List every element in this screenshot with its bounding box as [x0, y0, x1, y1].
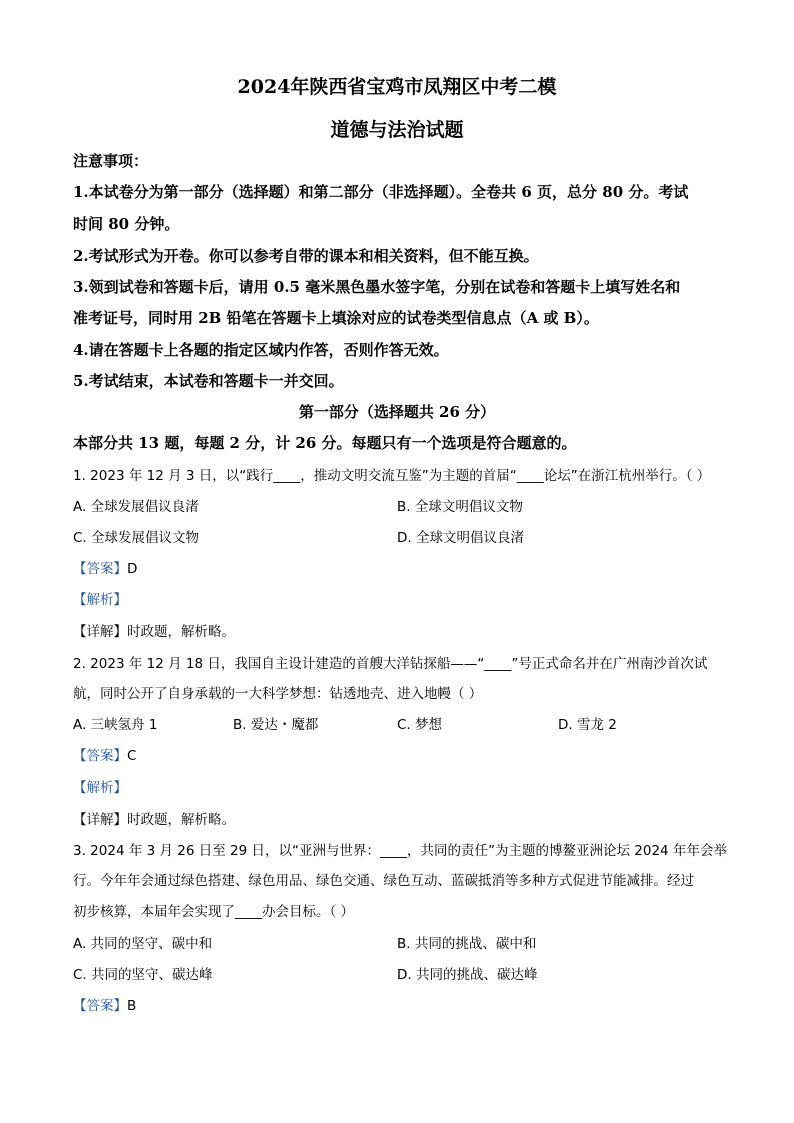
detail-label: 【详解】 — [73, 624, 127, 640]
question-1-detail — [73, 620, 235, 640]
question-2-analysis — [73, 776, 127, 796]
question-2-option-c: C. 梦想 — [397, 717, 443, 733]
question-1-option-a: A. 全球发展倡议良渚 — [73, 499, 199, 515]
question-1-answer — [73, 557, 137, 577]
answer-value: C — [127, 748, 137, 764]
question-1-analysis — [73, 588, 127, 608]
question-2-answer — [73, 744, 136, 764]
analysis-label: 【解析】 — [73, 592, 127, 608]
notes-line: 1.本试卷分为第一部分（选择题）和第二部分（非选择题）。全卷共 6 页，总分 80 分。考试 — [73, 183, 689, 201]
detail-text: 时政题，解析略。 — [127, 812, 235, 828]
notes-line: 时间 80 分钟。 — [73, 215, 180, 233]
question-2-option-b: B. 爱达・魔都 — [233, 717, 319, 733]
question-3-option-b: B. 共同的挑战、碳中和 — [397, 936, 537, 952]
detail-text: 时政题，解析略。 — [127, 624, 235, 640]
analysis-label: 【解析】 — [73, 780, 127, 796]
answer-value: D — [127, 561, 138, 577]
question-3-stem-line: 3. 2024 年 3 月 26 日至 29 日，以“亚洲与世界：____，共同的责任”为主题的博鳌亚洲论坛 2024 年年会举 — [73, 843, 727, 859]
notes-heading: 注意事项： — [73, 152, 149, 170]
answer-label: 【答案】 — [73, 561, 127, 577]
question-3-option-a: A. 共同的坚守、碳中和 — [73, 936, 213, 952]
question-3-answer — [73, 994, 136, 1014]
answer-value: B — [127, 998, 137, 1014]
question-1-option-b: B. 全球文明倡议文物 — [397, 499, 523, 515]
answer-label: 【答案】 — [73, 748, 127, 764]
question-3-option-c: C. 共同的坚守、碳达峰 — [73, 967, 213, 983]
question-1-option-d: D. 全球文明倡议良渚 — [397, 530, 524, 546]
question-2-option-a: A. 三峡氢舟 1 — [73, 717, 158, 733]
question-2-stem-line: 航，同时公开了自身承载的一大科学梦想：钻透地壳、进入地幔（ ） — [73, 686, 483, 702]
notes-line: 3.领到试卷和答题卡后，请用 0.5 毫米黑色墨水签字笔，分别在试卷和答题卡上填写姓名和 — [73, 278, 681, 296]
question-2-detail — [73, 808, 235, 828]
question-2-option-d: D. 雪龙 2 — [558, 717, 617, 733]
question-1-stem: 1. 2023 年 12 月 3 日，以“践行____，推动文明交流互鉴”为主题的首届“____论坛”在浙江杭州举行。（ ） — [73, 468, 711, 484]
notes-line: 5.考试结束，本试卷和答题卡一并交回。 — [73, 372, 344, 390]
notes-line: 4.请在答题卡上各题的指定区域内作答，否则作答无效。 — [73, 341, 449, 359]
question-3-stem-line: 行。今年年会通过绿色搭建、绿色用品、绿色交通、绿色互动、蓝碳抵消等多种方式促进节能减排。经过 — [73, 873, 694, 889]
question-3-stem-line: 初步核算，本届年会实现了____办会目标。（ ） — [73, 904, 355, 920]
notes-line: 2.考试形式为开卷。你可以参考自带的课本和相关资料，但不能互换。 — [73, 247, 539, 265]
document-subtitle: 道德与法治试题 — [330, 119, 464, 141]
document-title: 2024年陕西省宝鸡市凤翔区中考二模 — [237, 76, 557, 98]
section-instruction: 本部分共 13 题，每题 2 分，计 26 分。每题只有一个选项是符合题意的。 — [73, 434, 577, 452]
answer-label: 【答案】 — [73, 998, 127, 1014]
question-2-stem-line: 2. 2023 年 12 月 18 日，我国自主设计建造的首艘大洋钻探船——“____”号正式命名并在广州南沙首次试 — [73, 656, 708, 672]
notes-line: 准考证号，同时用 2B 铅笔在答题卡上填涂对应的试卷类型信息点（A 或 B）。 — [73, 309, 599, 327]
detail-label: 【详解】 — [73, 812, 127, 828]
question-3-option-d: D. 共同的挑战、碳达峰 — [397, 967, 538, 983]
section-title: 第一部分（选择题共 26 分） — [298, 403, 496, 421]
question-1-option-c: C. 全球发展倡议文物 — [73, 530, 200, 546]
